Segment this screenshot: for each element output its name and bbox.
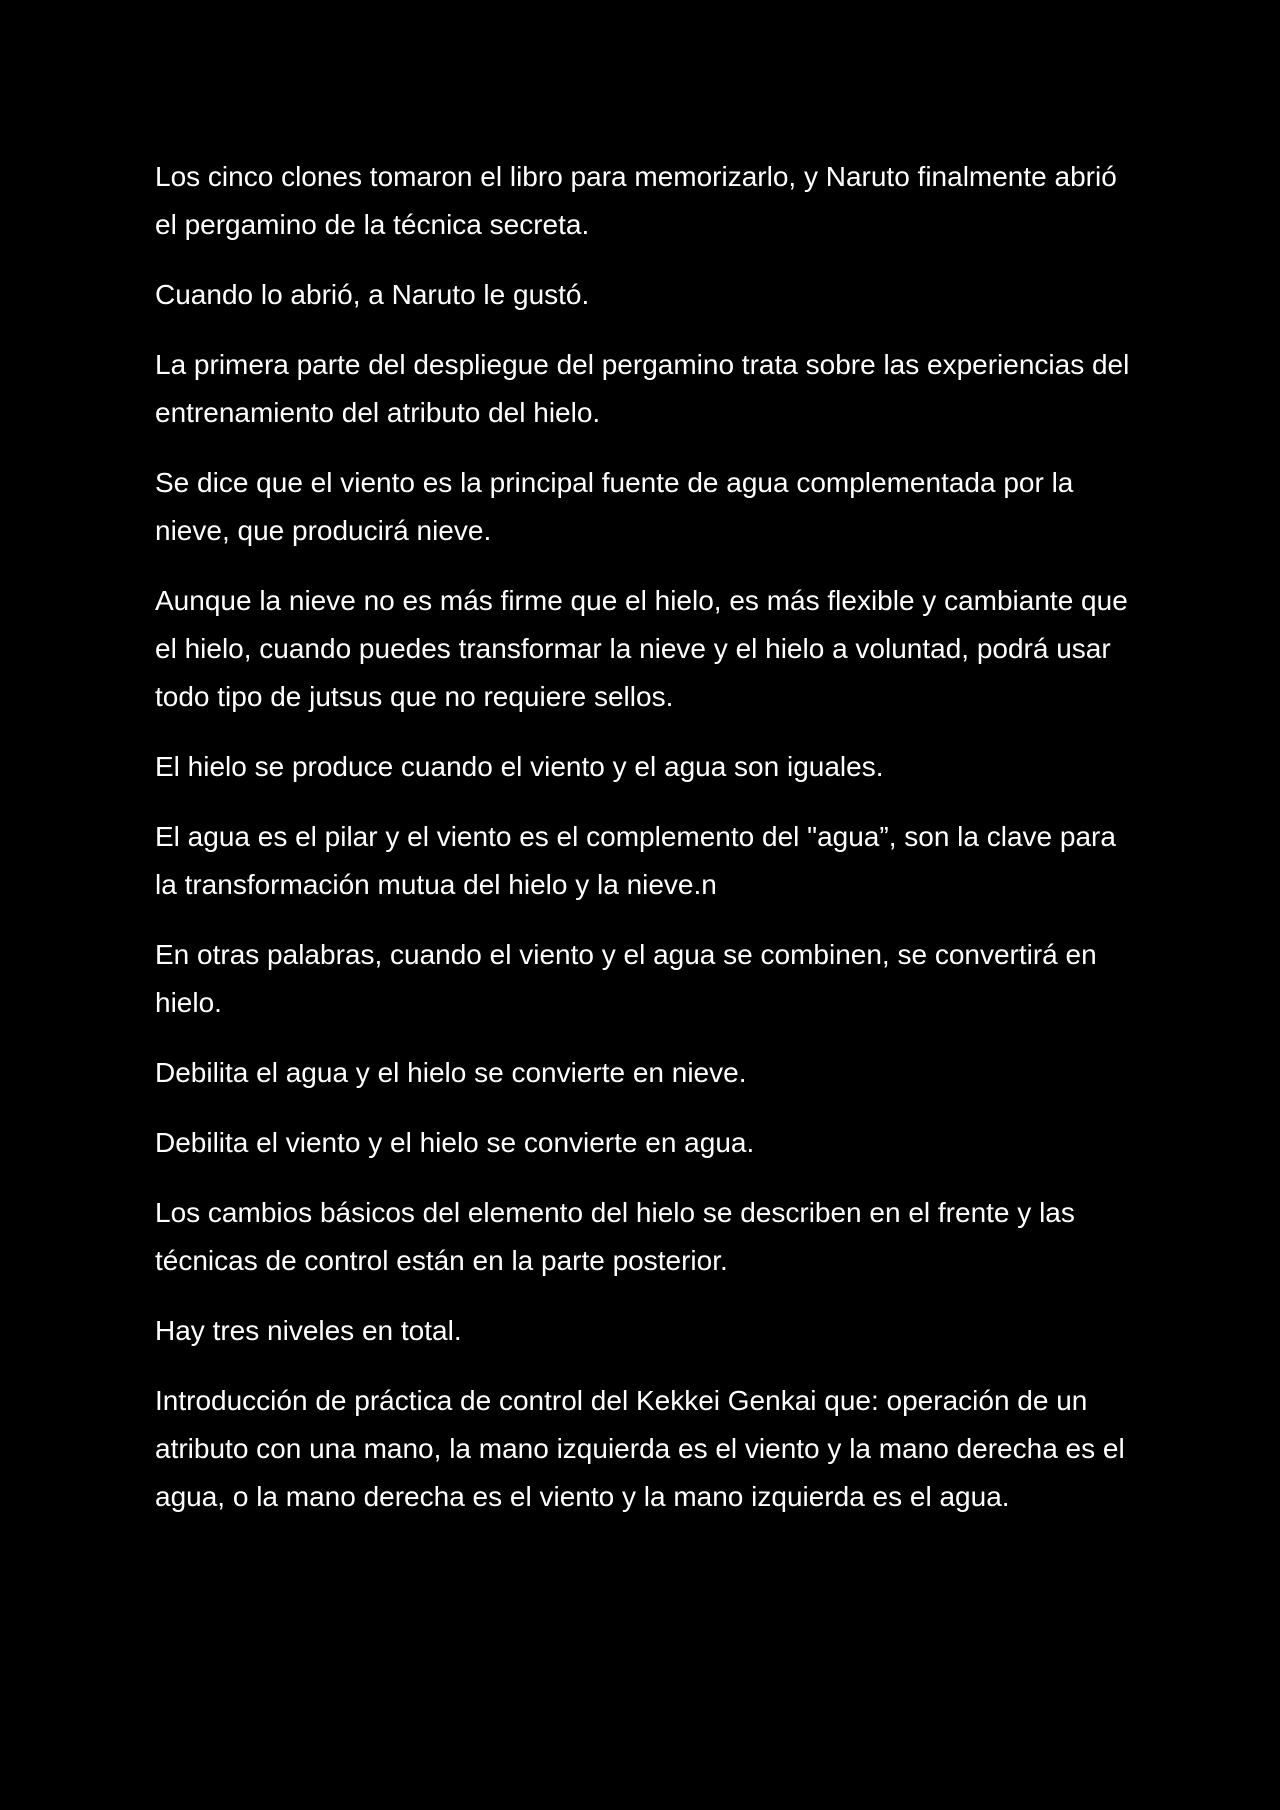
paragraph-weaken-water: Debilita el agua y el hielo se convierte en nieve. xyxy=(155,1057,747,1088)
paragraph-scroll-first-part: La primera parte del despliegue del pergamino trata sobre las experiencias del entrenamiento del atributo del hielo. xyxy=(155,349,1130,428)
paragraph-weaken-wind: Debilita el viento y el hielo se convierte en agua. xyxy=(155,1127,755,1158)
paragraph-water-pillar: El agua es el pilar y el viento es el complemento del "agua”, son la clave para la transformación mutua del hielo y la nieve.n xyxy=(155,821,1116,900)
paragraph-clones-memorize: Los cinco clones tomaron el libro para memorizarlo, y Naruto finalmente abrió el pergamino de la técnica secreta. xyxy=(155,161,1117,240)
document-body xyxy=(155,153,1130,1543)
paragraph-three-levels: Hay tres niveles en total. xyxy=(155,1315,462,1346)
paragraph-wind-water-combine: En otras palabras, cuando el viento y el agua se combinen, se convertirá en hielo. xyxy=(155,939,1097,1018)
paragraph-wind-water-snow: Se dice que el viento es la principal fuente de agua complementada por la nieve, que producirá nieve. xyxy=(155,467,1074,546)
paragraph-kekkei-genkai-control: Introducción de práctica de control del Kekkei Genkai que: operación de un atributo con una mano, la mano izquierda es el viento y la mano derecha es el agua, o la mano derecha es el viento y la mano izquierda es el agua. xyxy=(155,1385,1125,1512)
paragraph-ice-produced: El hielo se produce cuando el viento y el agua son iguales. xyxy=(155,751,884,782)
paragraph-snow-flexible: Aunque la nieve no es más firme que el hielo, es más flexible y cambiante que el hielo, cuando puedes transformar la nieve y el hielo a voluntad, podrá usar todo tipo de jutsus que no requiere sellos. xyxy=(155,585,1128,712)
paragraph-basic-changes: Los cambios básicos del elemento del hielo se describen en el frente y las técnicas de control están en la parte posterior. xyxy=(155,1197,1075,1276)
paragraph-naruto-liked: Cuando lo abrió, a Naruto le gustó. xyxy=(155,279,590,310)
